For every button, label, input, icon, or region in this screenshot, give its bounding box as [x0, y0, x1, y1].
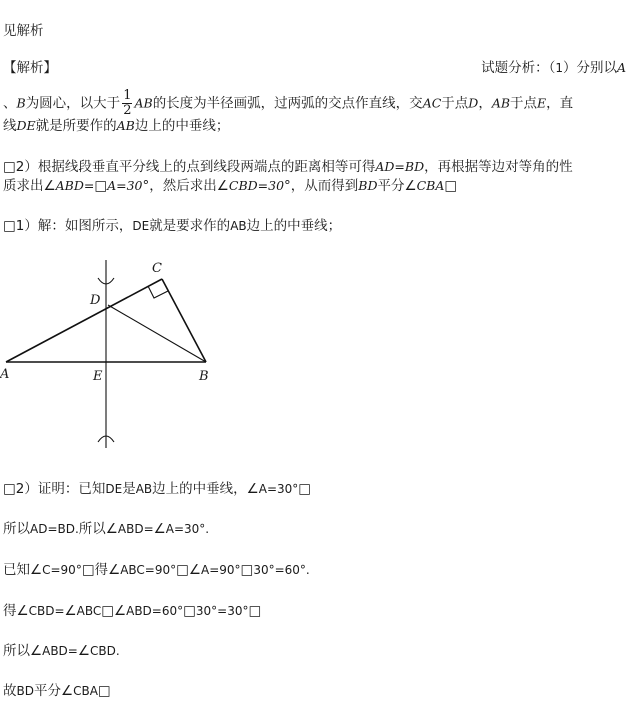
answer-text: 见解析	[3, 23, 44, 39]
label-b: B	[199, 369, 209, 384]
proof-line-3: 已知∠C=90°□得∠ABC=90°□∠A=90°□30°=60°.	[3, 562, 310, 578]
triangle-figure	[0, 250, 230, 465]
analysis-line-3: 线DE就是所要作的AB边上的中垂线；	[3, 118, 230, 134]
analysis-part2-line-1: □2）根据线段垂直平分线上的点到线段两端点的距离相等可得AD=BD，再根据等边对等角的性	[3, 159, 573, 175]
right-angle-mark	[148, 286, 168, 298]
analysis-part2-line-2: 质求出∠ABD=□A=30°，然后求出∠CBD=30°，从而得到BD平分∠CBA□	[3, 178, 458, 194]
fraction-one-half: $\frac{1}{2}$	[123, 88, 132, 118]
missing-glyph: □	[3, 159, 16, 175]
label-a: A	[0, 367, 10, 382]
analysis-intro: 试题分析：（1）分别以A	[481, 60, 626, 76]
proof-line-6: 故BD平分∠CBA□	[3, 683, 111, 699]
solution-part1: □1）解：如图所示，DE就是要求作的AB边上的中垂线；	[3, 218, 342, 234]
proof-line-5: 所以∠ABD=∠CBD.	[3, 643, 120, 659]
label-d: D	[90, 293, 101, 308]
segment-ac	[6, 279, 162, 362]
proof-line-4: 得∠CBD=∠ABC□∠ABD=60°□30°=30°□	[3, 603, 262, 619]
proof-line-2: 所以AD=BD.所以∠ABD=∠A=30°.	[3, 521, 210, 537]
analysis-line-2: 、B为圆心，以大于 $\frac{1}{2}$ AB的长度为半径画弧，过两弧的交点作直线，交AC于点D，AB于点E，直	[3, 88, 574, 118]
analysis-tag: 【解析】	[3, 60, 57, 76]
label-e: E	[93, 369, 103, 384]
label-c: C	[152, 261, 162, 276]
proof-line-1: □2）证明：已知DE是AB边上的中垂线，∠A=30°□	[3, 481, 312, 497]
